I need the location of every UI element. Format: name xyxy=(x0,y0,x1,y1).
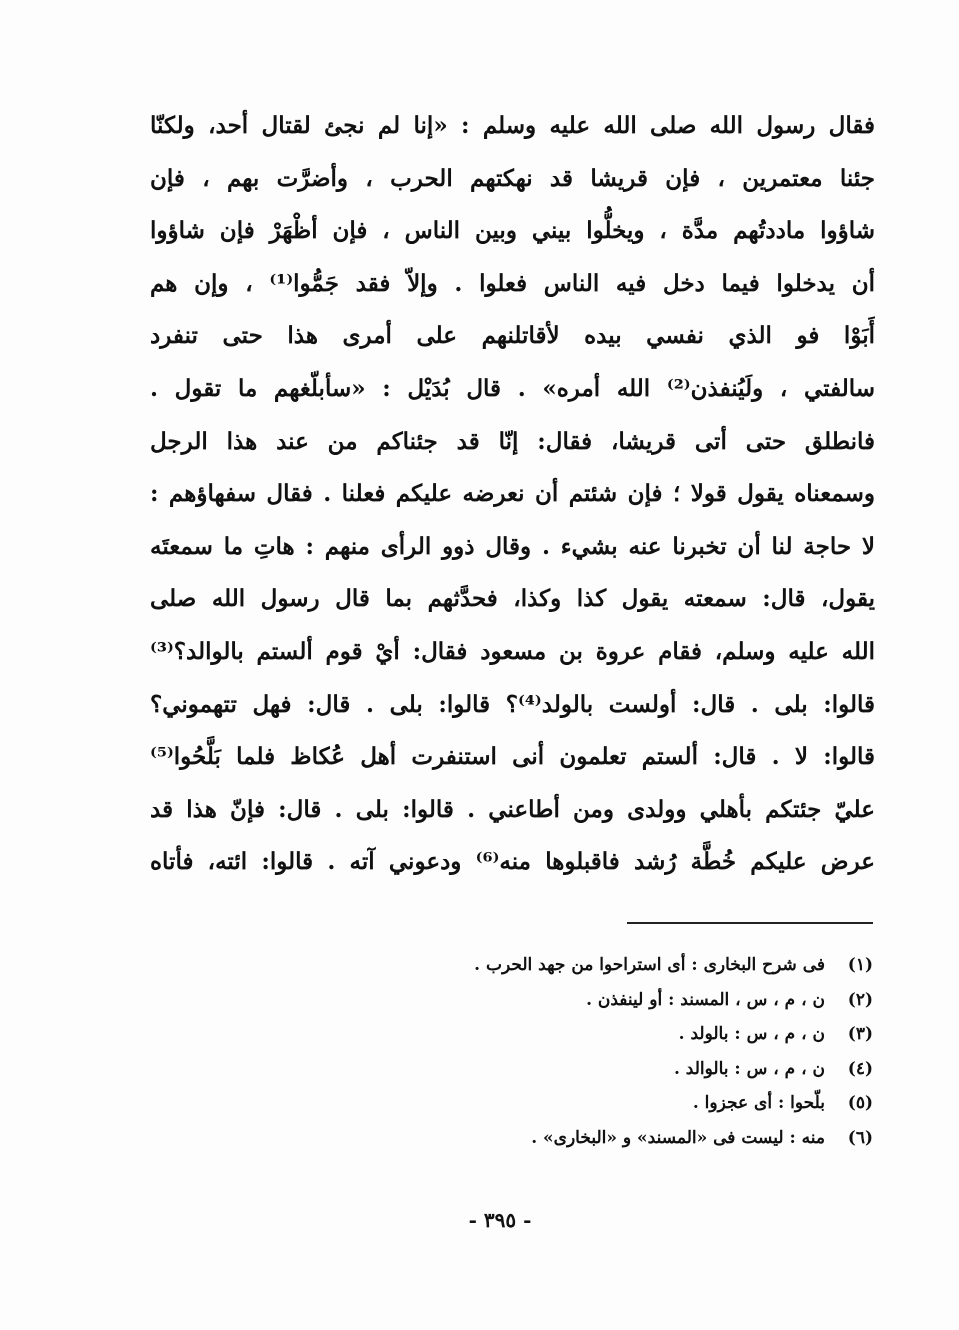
text-line: قالوا: لا . قال: ألستم تعلمون أنى استنفرت أهل عُكاظ فلما بَلَّحُوا⁽⁵⁾ xyxy=(150,743,875,771)
page-number: - ٣٩٥ - xyxy=(468,1208,532,1232)
text-line: جئنا معتمرين ، فإن قريشا قد نهكتهم الحرب ، وأضرَّت بهم ، فإن xyxy=(150,164,875,192)
text-line: الله عليه وسلم، فقام عروة بن مسعود فقال: أيْ قوم ألستم بالوالد؟⁽³⁾ xyxy=(150,637,875,665)
text-line: فانطلق حتى أتى قريشا، فقال: إنّا قد جئناكم من عند هذا الرجل xyxy=(150,427,875,455)
footnote xyxy=(300,948,873,983)
footnote-number: (٦) xyxy=(847,1127,873,1148)
text-line: عليّ جئتكم بأهلي وولدى ومن أطاعني . قالوا: بلى . قال: فإنّ هذا قد xyxy=(150,795,875,823)
footnote-text: منه : ليست فى «المسند» و «البخارى» . xyxy=(531,1127,825,1148)
footnote-text: فى شرح البخارى : أى استراحوا من جهد الحرب . xyxy=(474,955,825,975)
text-line: سالفتي ، ولَيُنفذن⁽²⁾ الله أمره» . قال بُدَيْل : «سأبلّغهم ما تقول . xyxy=(150,374,875,402)
text-line: أَبَوْا فو الذي نفسي بيده لأقاتلنهم على أمرى هذا حتى تنفرد xyxy=(150,322,875,350)
footnote-number: (١) xyxy=(847,955,873,975)
footnote-text: بلّحوا : أى عجزوا . xyxy=(692,1093,825,1114)
main-text-block xyxy=(150,100,875,889)
text-line: فقال رسول الله صلى الله عليه وسلم : «إنا لم نجئ لقتال أحد، ولكنّا xyxy=(150,112,875,139)
footnote-divider xyxy=(627,922,873,924)
footnote-number: (٣) xyxy=(847,1024,873,1045)
footnote-text: ن ، م ، س : بالوالد . xyxy=(673,1058,825,1079)
footnote-number: (٥) xyxy=(847,1093,873,1114)
text-line: شاؤوا ماددتُهم مدَّة ، ويخلُّوا بيني وبين الناس ، فإن أظْهَرْ فإن شاؤوا xyxy=(150,217,875,245)
footnote-number: (٢) xyxy=(847,989,873,1010)
text-line: عرض عليكم خُطَّة رُشد فاقبلوها منه⁽⁶⁾ ودعوني آته . قالوا: ائته، فأتاه xyxy=(150,848,875,876)
footnote xyxy=(300,1121,873,1156)
text-line: وسمعناه يقول قولا ؛ فإن شئتم أن نعرضه عليكم فعلنا . فقال سفهاؤهم : xyxy=(150,480,875,508)
text-line: قالوا: بلى . قال: أولست بالولد⁽⁴⁾؟ قالوا: بلى . قال: فهل تتهموني؟ xyxy=(150,690,875,718)
footnote-text: ن ، م ، س ، المسند : أو لينفذن . xyxy=(586,989,825,1010)
text-line: لا حاجة لنا أن تخبرنا عنه بشيء . وقال ذوو الرأى منهم : هاتِ ما سمعتَه xyxy=(150,532,875,560)
footnote xyxy=(300,983,873,1018)
footnotes-block xyxy=(300,948,873,1156)
text-line: أن يدخلوا فيما دخل فيه الناس فعلوا . وإلاّ فقد جَمُّوا⁽¹⁾ ، وإن هم xyxy=(150,269,875,297)
footnote xyxy=(300,1017,873,1052)
footnote-text: ن ، م ، س : بالولد . xyxy=(678,1024,825,1045)
text-line: يقول، قال: سمعته يقول كذا وكذا، فحدَّثهم بما قال رسول الله صلى xyxy=(150,585,875,613)
footnote-number: (٤) xyxy=(847,1058,873,1079)
footnote xyxy=(300,1086,873,1121)
footnote xyxy=(300,1052,873,1087)
